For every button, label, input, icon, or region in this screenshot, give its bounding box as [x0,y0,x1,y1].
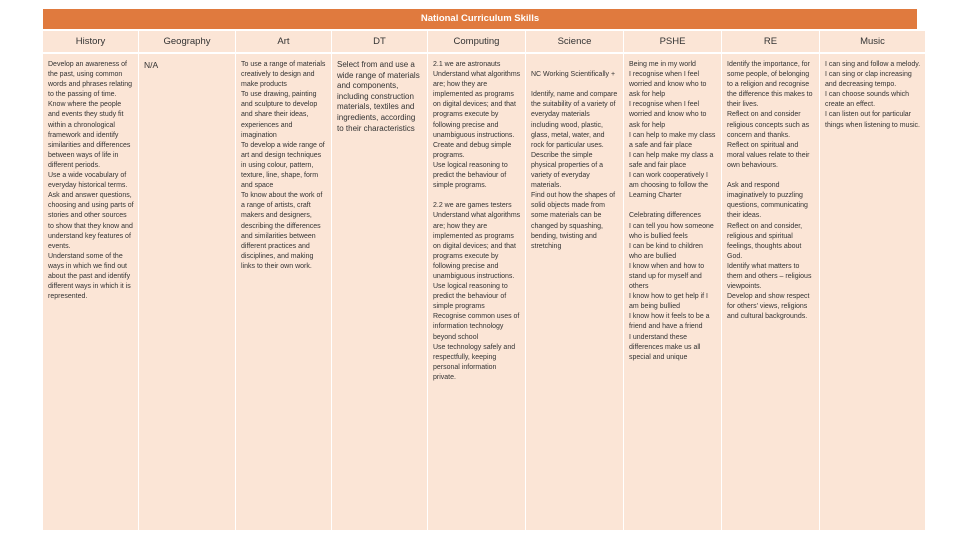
header-science: Science [526,31,623,52]
column-headers [43,31,917,52]
cell-dt: Select from and use a wide range of materials and components, including construction materials, textiles and ingredients, according to their characteristics [332,54,427,530]
header-history: History [43,31,138,52]
table-row [43,54,921,530]
curriculum-table [43,9,921,530]
cell-music: I can sing and follow a melody. I can sing or clap increasing and decreasing tempo. I can choose sounds which create an effect. I can listen out for particular things when listening to music. [820,54,925,530]
cell-geography: N/A [139,54,235,530]
cell-re: Identify the importance, for some people, of belonging to a religion and recognise the difference this makes to their lives. Reflect on and consider religious concepts such as concern and thanks. Reflect on spiritual and moral values relate to their own behaviours. Ask and respond imaginatively to puzzling questions, communicating their ideas. Reflect on and consider, religious and spiritual feelings, thoughts about God. Identify what matters to them and others – religious viewpoints. Develop and show respect for others' views, religions and cultural backgrounds. [722,54,819,530]
header-music: Music [820,31,925,52]
header-re: RE [722,31,819,52]
cell-pshe: Being me in my world I recognise when I feel worried and know who to ask for help I recognise when I feel worried and know who to ask for help I can help to make my class a safe and fair place I can help make my class a safe and fair place I can work cooperatively I am choosing to follow the Learning Charter Celebrating differences I can tell you how someone who is bullied feels I can be kind to children who are bullied I know when and how to stand up for myself and others I know how to get help if I am being bullied I know how it feels to be a friend and have a friend I understand these differences make us all special and unique [624,54,721,530]
header-art: Art [236,31,331,52]
cell-computing: 2.1 we are astronauts Understand what algorithms are; how they are implemented as programs on digital devices; and that programs execute by following precise and unambiguous instructions. Create and debug simple programs. Use logical reasoning to predict the behaviour of simple programs. 2.2 we are games testers Understand what algorithms are; how they are implemented as programs on digital devices; and that programs execute by following precise and unambiguous instructions. Use logical reasoning to predict the behaviour of simple programs Recognise common uses of information technology beyond school Use technology safely and respectfully, keeping personal information private. [428,54,525,530]
header-computing: Computing [428,31,525,52]
header-pshe: PSHE [624,31,721,52]
cell-science: NC Working Scientifically + Identify, name and compare the suitability of a variety of everyday materials including wood, plastic, glass, metal, water, and rock for particular uses. Describe the simple physical properties of a variety of everyday materials. Find out how the shapes of solid objects made from some materials can be changed by squashing, bending, twisting and stretching [526,54,623,530]
cell-history: Develop an awareness of the past, using common words and phrases relating to the passing of time. Know where the people and events they study fit within a chronological framework and identify similarities and differences between ways of life in different periods. Use a wide vocabulary of everyday historical terms. Ask and answer questions, choosing and using parts of stories and other sources to show that they know and understand key features of events. Understand some of the ways in which we find out about the past and identify different ways in which it is represented. [43,54,138,530]
header-geography: Geography [139,31,235,52]
cell-art: To use a range of materials creatively to design and make products To use drawing, painting and sculpture to develop and share their ideas, experiences and imagination To develop a wide range of art and design techniques in using colour, pattern, texture, line, shape, form and space To know about the work of a range of artists, craft makers and designers, describing the differences and similarities between different practices and disciplines, and making links to their own work. [236,54,331,530]
table-title: National Curriculum Skills [43,9,917,29]
header-dt: DT [332,31,427,52]
